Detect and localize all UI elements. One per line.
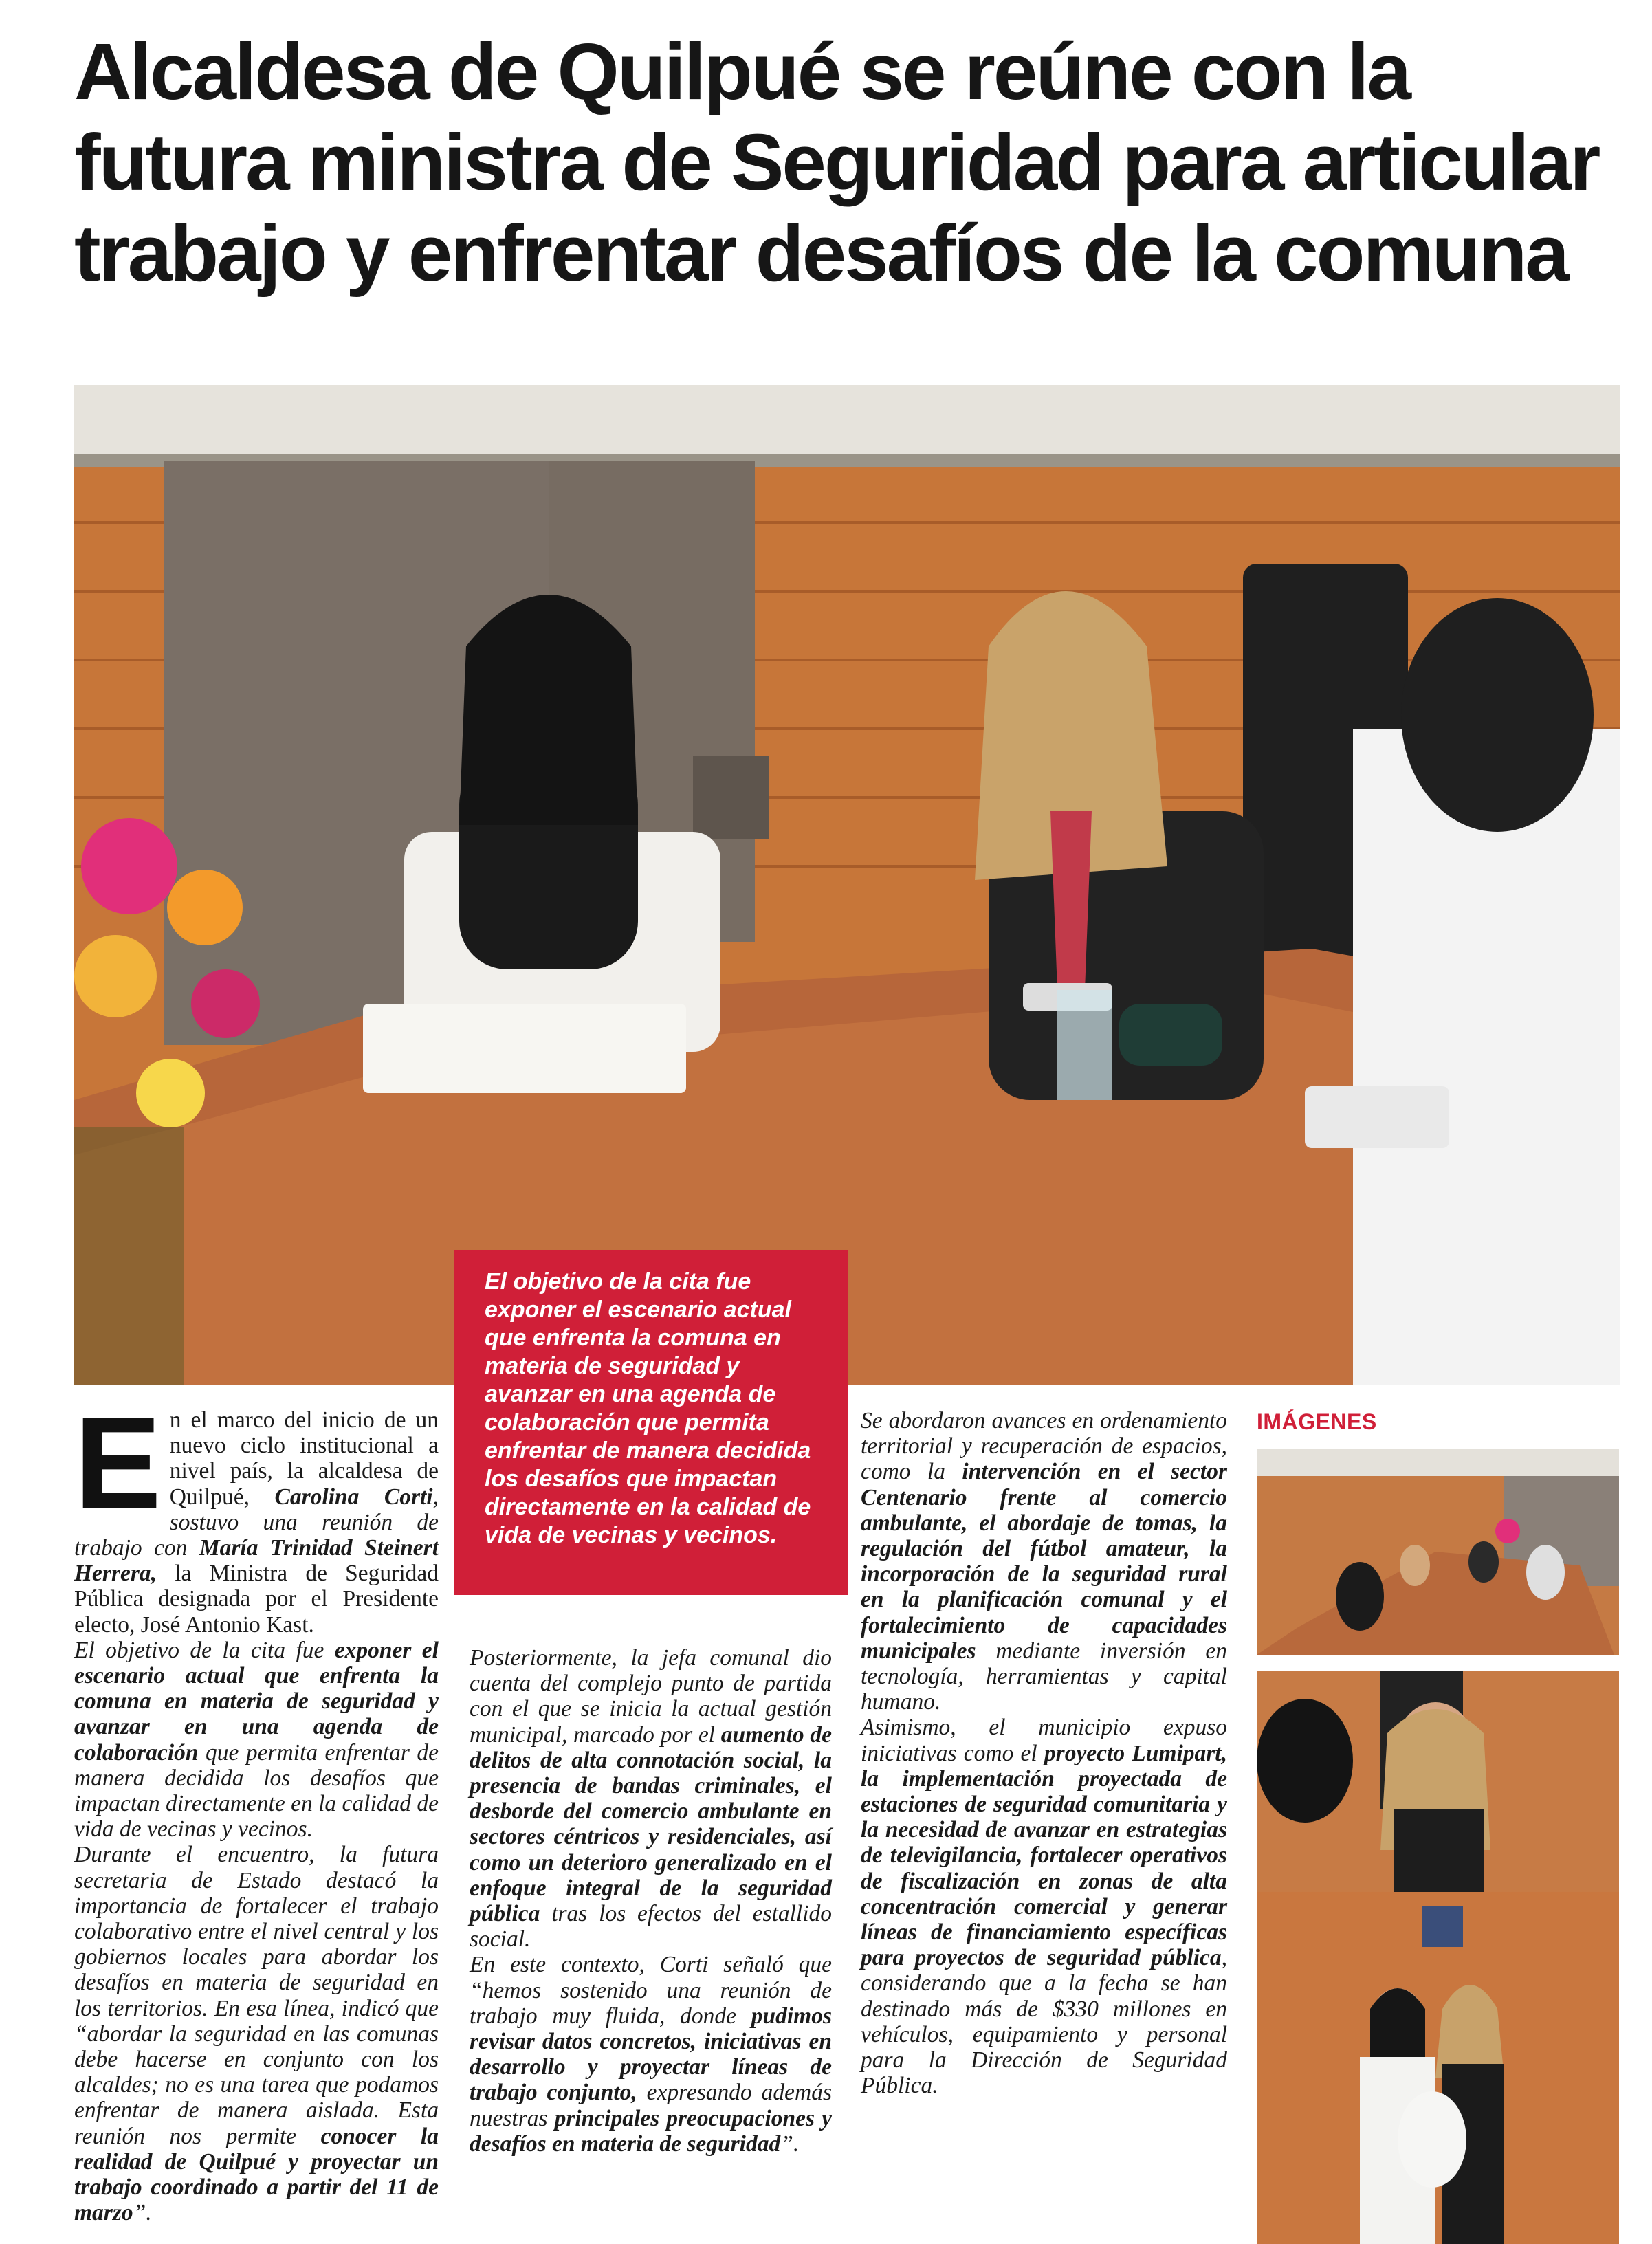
paragraph-6: Se abordaron avances en ordenamiento territorial y recuperación de espacios, como la intervención en el sector Centenario frente al comercio ambulante, el abordaje de tomas, la regulación del fútbol amateur, la incorporación de la seguridad rural en la planificación comunal y el fortalecimiento de capacidades municipales mediante inversión en tecnología, herramientas y capital humano. — [861, 1408, 1228, 1715]
article-column-2 — [470, 1645, 832, 2157]
paragraph-7: Asimismo, el municipio expuso iniciativas como el proyecto Lumipart, la implementación proyectada de estaciones de seguridad comunitaria y la necesidad de avanzar en estrategias de televigilancia, fortalecer operativos de fiscalización en zonas de alta concentración comercial y generar líneas de financiamiento específicas para proyectos de seguridad pública, considerando que a la fecha se han destinado más de $330 millones en vehículos, equipamiento y personal para la Dirección de Seguridad Pública. — [861, 1715, 1227, 2099]
paragraph-4: Posteriormente, la jefa comunal dio cuenta del complejo punto de partida con el que se inicia la actual gestión municipal, marcado por el aumento de delitos de alta connotación social, la presencia de bandas criminales, el desborde del comercio ambulante en sectores céntricos y residenciales, así como un deterioro generalizado en el enfoque integral de la seguridad pública tras los efectos del estallido social. — [470, 1645, 832, 1952]
gallery-photo-2 — [1257, 1671, 1619, 1893]
gallery-photo-3 — [1257, 1892, 1619, 2244]
pull-quote: El objetivo de la cita fue exponer el escenario actual que enfrenta la comuna en materia de seguridad y avanzar en una agenda de colaboración que permita enfrentar de manera decidida los desafíos que impactan directamente en la calidad de vida de vecinas y vecinos. — [454, 1250, 848, 1595]
paragraph-2: El objetivo de la cita fue exponer el escenario actual que enfrenta la comuna en materia de seguridad y avanzar en una agenda de colaboración que permita enfrentar de manera decidida los desafíos que impactan directamente en la calidad de vida de vecinas y vecinos. — [74, 1637, 439, 1842]
paragraph-5: En este contexto, Corti señaló que “hemos sostenido una reunión de trabajo muy fluida, donde pudimos revisar datos concretos, iniciativas en desarrollo y proyectar líneas de trabajo conjunto, expresando además nuestras principales preocupaciones y desafíos en materia de seguridad”. — [470, 1952, 832, 2157]
article-headline: Alcaldesa de Quilpué se reúne con la futura ministra de Seguridad para articular trabajo y enfrentar desafíos de la comuna — [74, 27, 1599, 298]
paragraph-3: Durante el encuentro, la futura secretaria de Estado destacó la importancia de fortalecer el trabajo colaborativo entre el nivel central y los gobiernos locales para abordar los desafíos en materia de seguridad en los territorios. En esa línea, indicó que “abordar la seguridad en las comunas debe hacerse en conjunto con los alcaldes; no es una tarea que podamos enfrentar de manera aislada. Esta reunión nos permite conocer la realidad de Quilpué y proyectar un trabajo coordinado a partir del 11 de marzo”. — [74, 1842, 439, 2226]
article-column-3 — [861, 1408, 1227, 2098]
paragraph-1: En el marco del inicio de un nuevo ciclo institucional a nivel país, la alcaldesa de Quilpué, Carolina Corti, sostuvo una reunión de trabajo con María Trinidad Steinert Herrera, la Ministra de Seguridad Pública designada por el Presidente electo, José Antonio Kast. — [74, 1390, 439, 1638]
images-label: IMÁGENES — [1257, 1409, 1377, 1434]
drop-cap: E — [74, 1390, 162, 1536]
main-photo — [74, 385, 1620, 1385]
article-column-1 — [74, 1390, 439, 2226]
gallery-photo-1 — [1257, 1449, 1619, 1655]
